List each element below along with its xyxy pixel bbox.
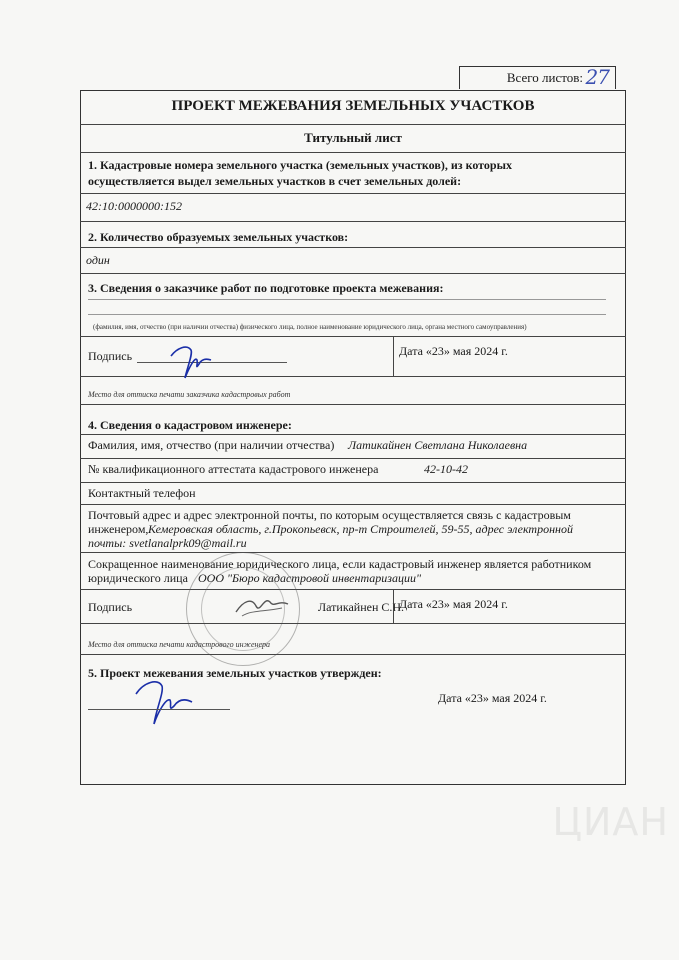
org-label-line1: Сокращенное наименование юридического лица, если кадастровый инженер является работником [88,557,592,571]
document-subtitle: Титульный лист [304,130,402,145]
divider [80,482,626,483]
phone-label: Контактный телефон [88,486,196,500]
divider [80,273,626,274]
engineer-signature-icon [232,590,292,622]
divider [80,504,626,505]
divider-vertical [393,589,394,623]
divider [80,124,626,125]
customer-signature-icon [165,340,215,384]
address-label-line2: инженером, [88,522,149,536]
cadastral-number: 42:10:0000000:152 [86,199,182,213]
divider [80,434,626,435]
section3-heading: 3. Сведения о заказчике работ по подготовке проекта межевания: [88,281,444,295]
customer-caption: (фамилия, имя, отчество (при наличии отчества) физического лица, полное наименование юридического лица, органа местного самоуправления) [93,323,527,331]
divider [80,247,626,248]
parcel-count: один [86,253,110,267]
certificate-value: 42-10-42 [424,462,468,476]
divider [80,654,626,655]
engineer-date: Дата «23» мая 2024 г. [399,597,508,611]
section4-heading: 4. Сведения о кадастровом инженере: [88,418,292,432]
address-value-line2: почты: svetlanalprk09@mail.ru [88,536,247,550]
sheets-value: 27 [585,65,609,89]
watermark: ЦИАН [552,800,669,844]
sheets-label: Всего листов: [506,70,583,85]
sheets-count-box [459,66,616,89]
divider [80,404,626,405]
engineer-name-value: Латикайнен Светлана Николаевна [348,438,528,452]
divider [80,193,626,194]
divider [80,376,626,377]
divider [80,221,626,222]
org-label-line2: юридического лица [88,571,188,585]
divider [80,152,626,153]
divider [80,458,626,459]
divider [80,623,626,624]
divider [80,552,626,553]
divider-vertical [393,336,394,376]
engineer-name-label: Фамилия, имя, отчество (при наличии отчества) [88,438,335,452]
document-title: ПРОЕКТ МЕЖЕВАНИЯ ЗЕМЕЛЬНЫХ УЧАСТКОВ [171,98,535,114]
divider [80,336,626,337]
section1-heading-line1: 1. Кадастровые номера земельного участка (земельных участков), из которых [88,158,512,172]
approval-signature-icon [128,672,198,732]
divider [80,589,626,590]
customer-signature-label: Подпись [88,349,133,363]
customer-date: Дата «23» мая 2024 г. [399,344,508,358]
engineer-stamp-place: Место для оттиска печати кадастрового инженера [88,640,271,649]
section2-heading: 2. Количество образуемых земельных участков: [88,230,349,244]
section1-heading-line2: осуществляется выдел земельных участков в счет земельных долей: [88,174,462,188]
approval-signature-line [88,709,230,710]
customer-line [88,299,606,300]
certificate-label: № квалификационного аттестата кадастрового инженера [88,462,379,476]
section5-heading: 5. Проект межевания земельных участков утвержден: [88,666,382,680]
address-label-line1: Почтовый адрес и адрес электронной почты, по которым осуществляется связь с кадастровым [88,508,571,522]
customer-stamp-place: Место для оттиска печати заказчика кадастровых работ [88,390,291,399]
address-value-line1: Кемеровская область, г.Прокопьевск, пр-т Строителей, 59-55, адрес электронной [148,522,573,536]
approval-date: Дата «23» мая 2024 г. [438,691,547,705]
customer-line [88,314,606,315]
engineer-signature-label: Подпись [88,600,133,614]
engineer-signer: Латикайнен С.Н. [318,600,405,614]
org-value: ООО "Бюро кадастровой инвентаризации" [198,571,421,585]
